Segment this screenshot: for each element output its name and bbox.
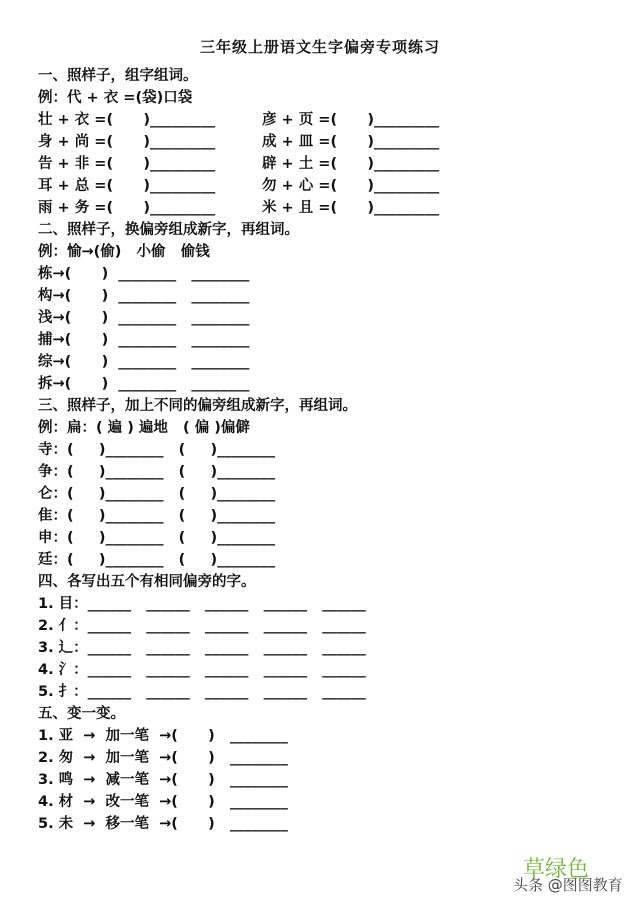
section5-row: 1. 亚 → 加一笔 →( ) ________ — [38, 728, 288, 744]
section1-row-4-right: 勿 + 心 =( )_________ — [262, 178, 440, 194]
section2-row: 构→( ) ________ ________ — [38, 288, 250, 304]
watermark-green-text: 草绿色 — [523, 857, 590, 882]
section2-row: 捕→( ) ________ ________ — [38, 332, 250, 348]
worksheet-title: 三年级上册语文生字偏旁专项练习 — [199, 38, 440, 56]
section4-row: 2. 亻：______ ______ ______ ______ ______ — [38, 618, 366, 634]
section1-row-3-left: 告 + 非 =( )_________ — [38, 156, 216, 172]
section1-example: 例：代 + 衣 =(袋)口袋 — [38, 90, 193, 106]
section4-row: 3. 辶：______ ______ ______ ______ ______ — [38, 640, 366, 656]
section3-row: 寺：( )________ ( )________ — [38, 442, 276, 458]
section3-row: 隹：( )________ ( )________ — [38, 508, 276, 524]
section5-row: 4. 材 → 改一笔 →( ) ________ — [38, 794, 288, 810]
watermark-source-text: 头条 @图图教育 — [513, 876, 623, 894]
section1-row-1-left: 壮 + 衣 =( )_________ — [38, 112, 216, 128]
section1-row-2-left: 身 + 尚 =( )_________ — [38, 134, 216, 150]
section5-row: 3. 鸣 → 减一笔 →( ) ________ — [38, 772, 288, 788]
section1-heading: 一、照样子，组字组词。 — [38, 68, 198, 84]
section4-row: 4. 氵：______ ______ ______ ______ ______ — [38, 662, 366, 678]
section2-example: 例：愉→(偷) 小偷 偷钱 — [38, 244, 210, 260]
section1-row-4-left: 耳 + 总 =( )_________ — [38, 178, 216, 194]
section1-row-5-right: 米 + 且 =( )_________ — [262, 200, 440, 216]
section1-row-5-left: 雨 + 务 =( )_________ — [38, 200, 216, 216]
section3-heading: 三、照样子，加上不同的偏旁组成新字，再组词。 — [38, 398, 357, 414]
section2-row: 栋→( ) ________ ________ — [38, 266, 250, 282]
section3-row: 争：( )________ ( )________ — [38, 464, 276, 480]
section1-row-2-right: 成 + 皿 =( )_________ — [262, 134, 440, 150]
section5-heading: 五、变一变。 — [38, 706, 125, 722]
section2-row: 浅→( ) ________ ________ — [38, 310, 250, 326]
section3-row: 仑：( )________ ( )________ — [38, 486, 276, 502]
section4-heading: 四、各写出五个有相同偏旁的字。 — [38, 574, 256, 590]
section5-row: 5. 未 → 移一笔 →( ) ________ — [38, 816, 288, 832]
section2-row: 拆→( ) ________ ________ — [38, 376, 250, 392]
section4-row: 1. 目：______ ______ ______ ______ ______ — [38, 596, 366, 612]
section2-heading: 二、照样子，换偏旁组成新字，再组词。 — [38, 222, 299, 238]
section1-row-1-right: 彦 + 页 =( )_________ — [262, 112, 440, 128]
section4-row: 5. 扌：______ ______ ______ ______ ______ — [38, 684, 366, 700]
section3-example: 例：扁：( 遍 ) 遍地 ( 偏 )偏僻 — [38, 420, 250, 436]
section5-row: 2. 匆 → 加一笔 →( ) ________ — [38, 750, 288, 766]
section3-row: 申：( )________ ( )________ — [38, 530, 276, 546]
watermark — [505, 850, 640, 900]
section1-row-3-right: 辟 + 土 =( )_________ — [262, 156, 440, 172]
section3-row: 廷：( )________ ( )________ — [38, 552, 276, 568]
section2-row: 综→( ) ________ ________ — [38, 354, 250, 370]
